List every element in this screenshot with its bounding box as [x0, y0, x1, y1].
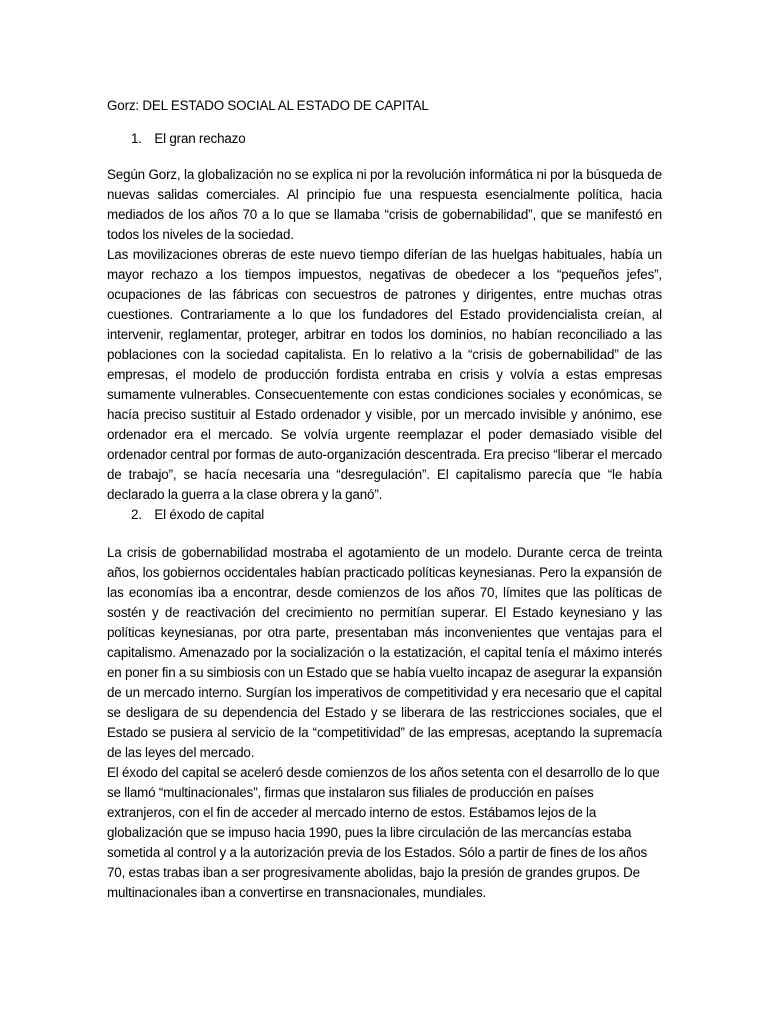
document-page [107, 84, 662, 903]
paragraph-1: Según Gorz, la globalización no se explica ni por la revolución informática ni por la búsqueda de nuevas salidas comerciales. Al principio fue una respuesta esencialmente política, hacia mediados de los años 70 a lo que se llamaba “crisis de gobernabilidad”, que se manifestó en todos los niveles de la sociedad. [107, 167, 662, 242]
paragraph-2: Las movilizaciones obreras de este nuevo tiempo diferían de las huelgas habituales, había un mayor rechazo a los tiempos impuestos, negativas de obedecer a los “pequeños jefes”, ocupaciones de las fábricas con secuestros de patrones y dirigentes, entre muchas otras cuestiones. Contrariamente a lo que los fundadores del Estado providencialista creían, al intervenir, reglamentar, proteger, arbitrar en todos los dominios, no habían reconciliado a las poblaciones con la sociedad capitalista. En lo relativo a la “crisis de gobernabilidad” de las empresas, el modelo de producción fordista entraba en crisis y volvía a estas empresas sumamente vulnerables. Consecuentemente con estas condiciones sociales y económicas, se hacía preciso sustituir al Estado ordenador y visible, por un mercado invisible y anónimo, ese ordenador era el mercado. Se volvía urgente reemplazar el poder demasiado visible del ordenador central por formas de auto-organización descentrada. Era preciso “liberar el mercado de trabajo”, se hacía necesaria una “desregulación”. El capitalismo parecía que “le había declarado la guerra a la clase obrera y la ganó”. [107, 247, 662, 502]
paragraph-3: La crisis de gobernabilidad mostraba el agotamiento de un modelo. Durante cerca de treinta años, los gobiernos occidentales habían practicado políticas keynesianas. Pero la expansión de las economías iba a encontrar, desde comienzos de los años 70, límites que las políticas de sostén y de reactivación del crecimiento no permitían superar. El Estado keynesiano y las políticas keynesianas, por otra parte, presentaban más inconvenientes que ventajas para el capitalismo. Amenazado por la socialización o la estatización, el capital tenía el máximo interés en poner fin a su simbiosis con un Estado que se había vuelto incapaz de asegurar la expansión de un mercado interno. Surgían los imperativos de competitividad y era necesario que el capital se desligara de su dependencia del Estado y se liberara de las restricciones sociales, que el Estado se pusiera al servicio de la “competitividad” de las empresas, aceptando la supremacía de las leyes del mercado. [107, 545, 662, 760]
paragraph-4: El éxodo del capital se aceleró desde comienzos de los años setenta con el desarrollo de lo que se llamó “multinacionales”, firmas que instalaron sus filiales de producción en países extranjeros, con el fin de acceder al mercado interno de estos. Estábamos lejos de la globalización que se impuso hacia 1990, pues la libre circulación de las mercancías estaba sometida al control y a la autorización previa de los Estados. Sólo a partir de fines de los años 70, estas trabas iban a ser progresivamente abolidas, bajo la presión de grandes grupos. De multinacionales iban a convertirse en transnacionales, mundiales. [107, 765, 660, 900]
document-title: Gorz: DEL ESTADO SOCIAL AL ESTADO DE CAPITAL [107, 98, 429, 113]
section-heading-1 [107, 129, 662, 149]
section-number-1: 1. [131, 131, 142, 146]
section-heading-label-2: El éxodo de capital [154, 507, 265, 522]
section-number-2: 2. [131, 507, 142, 522]
section-heading-label-1: El gran rechazo [154, 131, 246, 146]
section-heading-2 [107, 505, 662, 525]
